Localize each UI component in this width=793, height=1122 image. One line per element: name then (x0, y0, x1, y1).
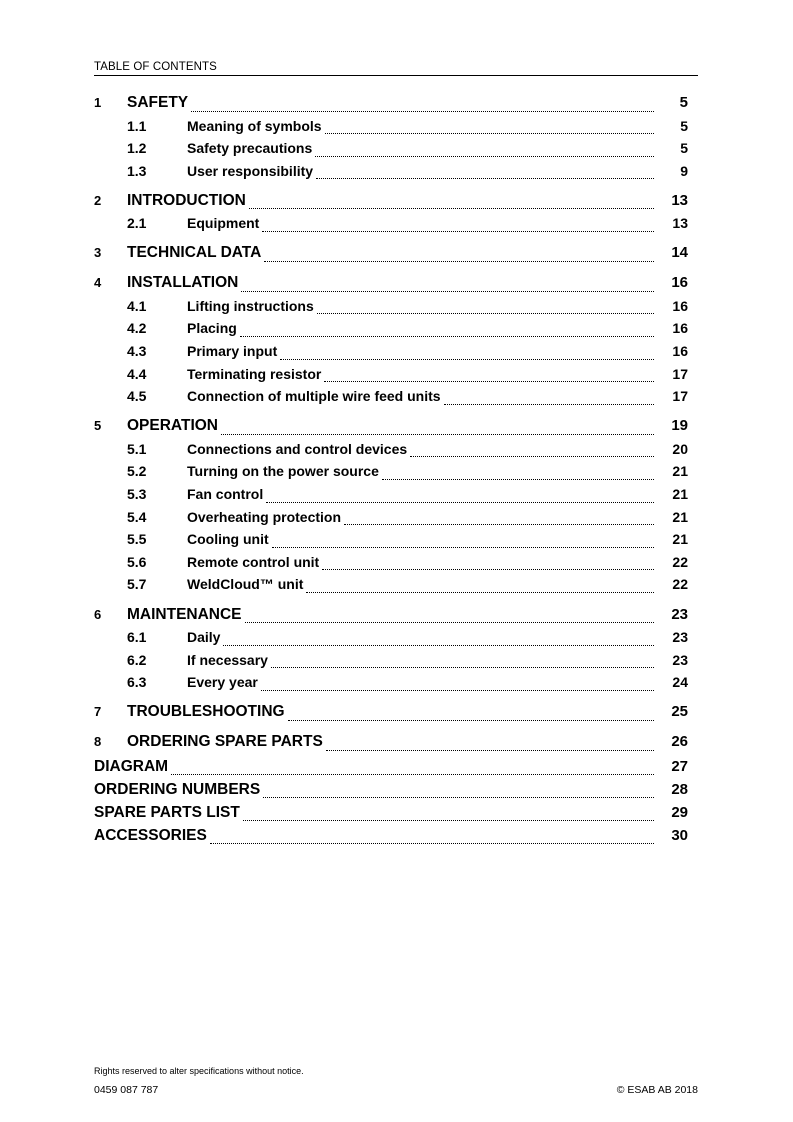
toc-entry-number: 4.1 (127, 297, 147, 314)
toc-entry-title: User responsibility (187, 160, 316, 183)
toc-entry-page: 23 (672, 651, 688, 668)
dot-leader (317, 313, 654, 314)
dot-leader (266, 502, 654, 503)
dot-leader (410, 456, 654, 457)
toc-entry-page: 22 (672, 553, 688, 570)
toc-entry-number: 1 (94, 95, 102, 110)
toc-entry[interactable] (94, 115, 688, 138)
toc-entry-title: Placing (187, 317, 240, 340)
toc-entry[interactable] (94, 801, 688, 824)
toc-entry-page: 21 (672, 486, 688, 503)
toc-entry-page: 26 (671, 733, 688, 751)
toc-entry-title: Every year (187, 671, 261, 694)
toc-entry-page: 20 (672, 440, 688, 457)
toc-entry[interactable] (94, 295, 688, 318)
toc-entry-number: 8 (94, 734, 102, 750)
page-header: TABLE OF CONTENTS (94, 61, 698, 76)
toc-entry[interactable] (94, 242, 688, 265)
toc-entry[interactable] (94, 671, 688, 694)
toc-entry[interactable] (94, 385, 688, 408)
dot-leader (221, 434, 654, 435)
toc-entry[interactable] (94, 626, 688, 649)
toc-entry-number: 7 (94, 704, 102, 720)
toc-entry-number: 3 (94, 245, 102, 261)
toc-entry-title: ORDERING NUMBERS (94, 778, 263, 801)
toc-entry-title: Primary input (187, 340, 280, 363)
toc-entry-number: 5.5 (127, 531, 147, 548)
toc-entry-title: Cooling unit (187, 528, 272, 551)
toc-entry-title: SPARE PARTS LIST (94, 801, 243, 824)
toc-entry-number: 1.1 (127, 117, 147, 134)
toc-entry-page: 28 (671, 780, 688, 798)
toc-entry-number: 5.2 (127, 463, 147, 480)
toc-entry-number: 2 (94, 192, 102, 208)
toc-entry[interactable] (94, 363, 688, 386)
toc-entry-page: 17 (672, 365, 688, 382)
toc-entry-title: DIAGRAM (94, 755, 171, 778)
toc-entry-page: 16 (672, 343, 688, 360)
dot-leader (241, 291, 654, 292)
toc-entry-title: Safety precautions (187, 137, 315, 160)
toc-entry[interactable] (94, 573, 688, 596)
dot-leader (223, 645, 654, 646)
dot-leader (288, 720, 654, 721)
dot-leader (171, 774, 654, 775)
toc-entry-number: 4.2 (127, 320, 147, 337)
toc-entry-number: 1.3 (127, 162, 147, 179)
toc-entry[interactable] (94, 701, 688, 724)
toc-entry-title: INSTALLATION (127, 272, 241, 295)
toc-entry-page: 5 (680, 117, 688, 134)
toc-entry-number: 6 (94, 606, 102, 622)
toc-entry-page: 5 (680, 140, 688, 157)
toc-entry[interactable] (94, 460, 688, 483)
toc-entry-page: 21 (672, 463, 688, 480)
toc-entry-number: 6.3 (127, 674, 147, 691)
toc-entry[interactable] (94, 649, 688, 672)
toc-entry-title: Connection of multiple wire feed units (187, 385, 444, 408)
toc-entry[interactable] (94, 317, 688, 340)
toc-entry-page: 16 (672, 297, 688, 314)
toc-entry-number: 2.1 (127, 215, 147, 232)
toc-entry-page: 16 (672, 320, 688, 337)
toc-entry-title: Turning on the power source (187, 460, 382, 483)
toc-entry[interactable] (94, 528, 688, 551)
toc-entry-title: SAFETY (127, 92, 191, 115)
toc-entry-number: 5 (94, 418, 102, 434)
dot-leader (444, 404, 654, 405)
document-number: 0459 087 787 (94, 1084, 159, 1096)
toc-entry[interactable] (94, 438, 688, 461)
footer-note: Rights reserved to alter specifications without notice. (94, 1066, 304, 1076)
toc-entry-page: 22 (672, 576, 688, 593)
toc-entry-number: 6.1 (127, 629, 147, 645)
toc-entry[interactable] (94, 272, 688, 295)
toc-entry-number: 6.2 (127, 651, 147, 668)
toc-entry[interactable] (94, 778, 688, 801)
dot-leader (262, 231, 654, 232)
toc-entry-title: If necessary (187, 649, 271, 672)
toc-entry[interactable] (94, 506, 688, 529)
toc-entry-title: Fan control (187, 483, 266, 506)
toc-entry-page: 30 (671, 826, 688, 844)
toc-entry-page: 24 (672, 674, 688, 691)
toc-entry-page: 23 (672, 629, 688, 645)
toc-entry-title: Meaning of symbols (187, 115, 325, 138)
toc-entry-number: 5.7 (127, 576, 147, 593)
toc-entry[interactable] (94, 137, 688, 160)
toc-entry[interactable] (94, 212, 688, 235)
toc-entry-number: 4.5 (127, 388, 147, 405)
toc-entry-title: Connections and control devices (187, 438, 410, 461)
toc-entry-title: WeldCloud™ unit (187, 573, 306, 596)
toc-entry-page: 29 (671, 803, 688, 821)
toc-entry[interactable] (94, 160, 688, 183)
toc-entry-title: ACCESSORIES (94, 824, 210, 847)
dot-leader (272, 547, 654, 548)
toc-entry-number: 5.6 (127, 553, 147, 570)
toc-entry-page: 14 (671, 244, 688, 262)
dot-leader (325, 133, 654, 134)
toc-entry-page: 13 (672, 215, 688, 232)
toc-entry[interactable] (94, 483, 688, 506)
toc-entry-number: 4 (94, 275, 102, 291)
toc-entry-page: 17 (672, 388, 688, 405)
toc-entry-title: Daily (187, 626, 223, 649)
toc-entry-page: 13 (671, 191, 688, 209)
dot-leader (261, 690, 654, 691)
dot-leader (280, 359, 654, 360)
toc-entry-number: 4.4 (127, 365, 147, 382)
toc-entry-page: 23 (671, 605, 688, 623)
dot-leader (382, 479, 654, 480)
toc-entry-page: 16 (671, 274, 688, 292)
toc-entry-page: 25 (671, 703, 688, 721)
dot-leader (243, 820, 654, 821)
copyright: © ESAB AB 2018 (616, 1084, 698, 1096)
toc-entry-title: OPERATION (127, 415, 221, 438)
toc-entry[interactable] (94, 731, 688, 754)
toc-entry[interactable] (94, 415, 688, 438)
dot-leader (324, 381, 654, 382)
dot-leader (263, 797, 654, 798)
dot-leader (344, 524, 654, 525)
toc-entry-title: Lifting instructions (187, 295, 317, 318)
toc-entry[interactable] (94, 551, 688, 574)
dot-leader (210, 843, 654, 844)
toc-entry-page: 9 (680, 162, 688, 179)
toc-entry-page: 19 (671, 417, 688, 435)
dot-leader (322, 569, 654, 570)
toc-entry-title: TECHNICAL DATA (127, 242, 264, 265)
toc-entry-number: 5.3 (127, 486, 147, 503)
toc-entry-title: Equipment (187, 212, 262, 235)
dot-leader (306, 592, 654, 593)
toc-entry-page: 27 (671, 757, 688, 775)
dot-leader (245, 622, 654, 623)
table-of-contents (94, 92, 688, 847)
toc-entry-title: MAINTENANCE (127, 604, 245, 627)
toc-entry-title: ORDERING SPARE PARTS (127, 731, 326, 754)
toc-entry-page: 21 (672, 508, 688, 525)
toc-entry-number: 5.1 (127, 440, 147, 457)
toc-entry-title: Overheating protection (187, 506, 344, 529)
dot-leader (264, 261, 654, 262)
toc-entry-page: 5 (679, 94, 688, 111)
toc-entry[interactable] (94, 824, 688, 847)
dot-leader (249, 208, 654, 209)
toc-entry[interactable] (94, 604, 688, 627)
toc-entry[interactable] (94, 190, 688, 213)
dot-leader (315, 156, 654, 157)
toc-entry-title: INTRODUCTION (127, 190, 249, 213)
dot-leader (326, 750, 654, 751)
toc-entry-number: 1.2 (127, 140, 147, 157)
toc-entry-number: 4.3 (127, 343, 147, 360)
toc-entry-title: Terminating resistor (187, 363, 324, 386)
toc-entry-page: 21 (672, 531, 688, 548)
dot-leader (271, 667, 654, 668)
toc-entry[interactable] (94, 755, 688, 778)
toc-entry[interactable] (94, 340, 688, 363)
toc-entry[interactable] (94, 92, 688, 115)
toc-entry-number: 5.4 (127, 508, 147, 525)
toc-entry-title: TROUBLESHOOTING (127, 701, 288, 724)
toc-entry-title: Remote control unit (187, 551, 322, 574)
dot-leader (316, 178, 654, 179)
dot-leader (191, 111, 654, 112)
dot-leader (240, 336, 654, 337)
